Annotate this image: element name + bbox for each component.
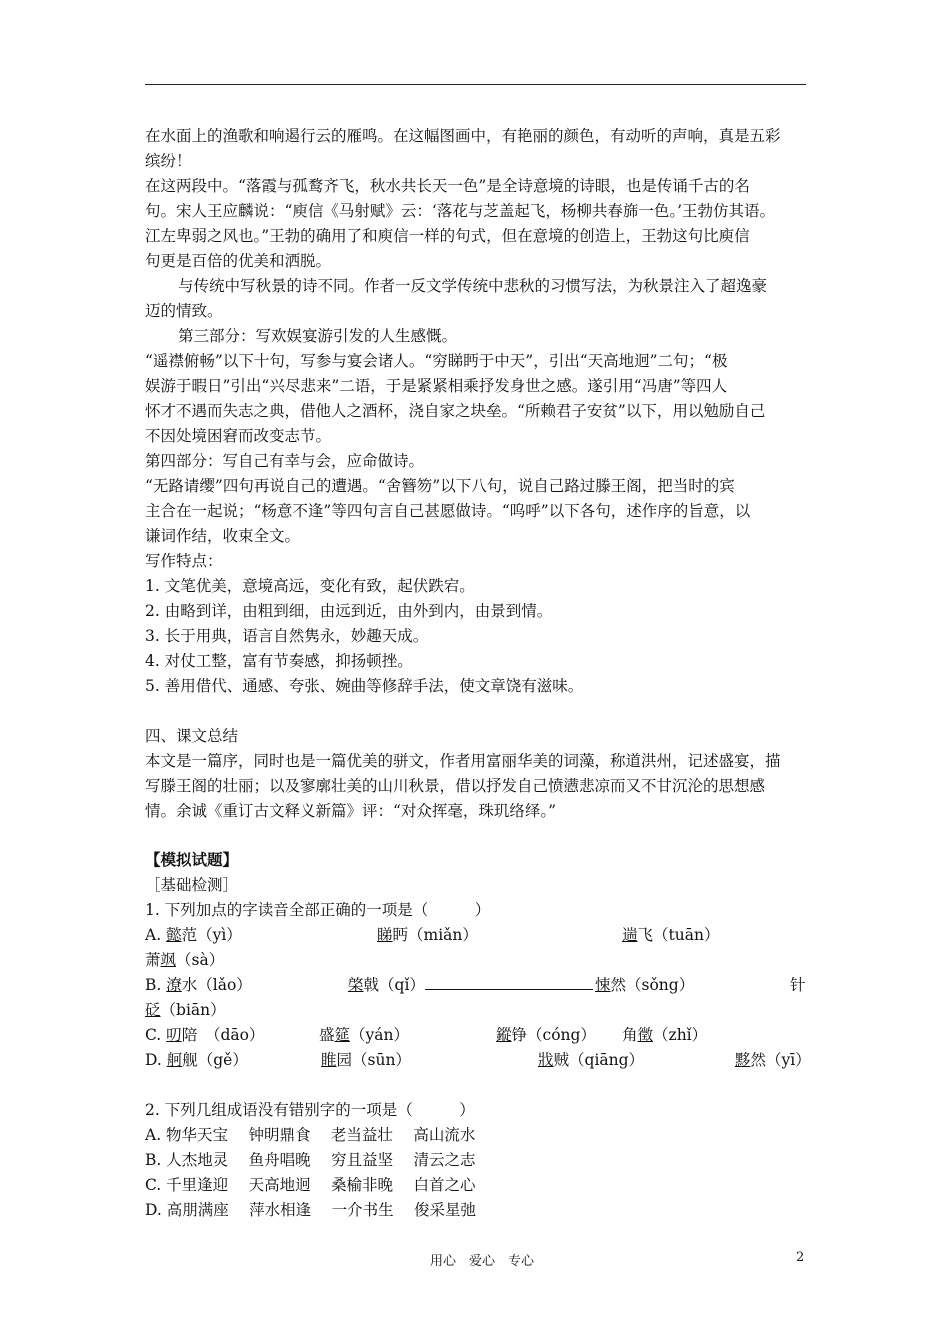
text-line: 不因处境困窘而改变志节。 bbox=[145, 427, 332, 445]
text-line: “遥襟俯畅”以下十句，写参与宴会诸人。“穷睇眄于中天”，引出“天高地迥”二句；“极 bbox=[145, 352, 728, 370]
text-line: 写作特点： bbox=[145, 552, 223, 570]
text-line: 在水面上的渔歌和响遏行云的雁鸣。在这幅图画中，有艳丽的颜色，有动听的声响，真是五彩 bbox=[145, 127, 781, 145]
dotted-char: 叨 bbox=[166, 1026, 182, 1044]
text-line: “无路请缨”四句再说自己的遭遇。“舍簪笏”以下八句，说自己路过滕王阁，把当时的宾 bbox=[145, 477, 735, 495]
header-rule bbox=[145, 84, 806, 85]
text-line: 怀才不遇而失志之典，借他人之酒杯，浇自家之块垒。“所赖君子安贫”以下，用以勉励自己 bbox=[145, 402, 766, 420]
dotted-char: 黟 bbox=[735, 1051, 751, 1069]
option-c: C. 千里逢迎 天高地迥 桑榆非晚 白首之心 bbox=[145, 1176, 476, 1194]
text-line: 缤纷！ bbox=[145, 152, 192, 170]
dotted-char: 筵 bbox=[334, 1026, 351, 1044]
option-a: A. 物华天宝 钟明鼎食 老当益壮 高山流水 bbox=[145, 1126, 476, 1144]
dotted-char: 懿 bbox=[166, 926, 182, 944]
option-b: B. 人杰地灵 鱼舟唱晚 穷且益坚 清云之志 bbox=[145, 1151, 476, 1169]
text-line: 与传统中写秋景的诗不同。作者一反文学传统中悲秋的习惯写法，为秋景注入了超逸豪 bbox=[178, 277, 768, 295]
dotted-char: 睢 bbox=[321, 1051, 337, 1069]
text-line: 江左卑弱之风也。”王勃的确用了和庾信一样的句式，但在意境的创造上，王勃这句比庾信 bbox=[145, 227, 750, 245]
dotted-char: 飒 bbox=[160, 951, 177, 969]
text-line: 主合在一起说；“杨意不逢”等四句言自己甚愿做诗。“呜呼”以下各句，述作序的旨意，以 bbox=[145, 502, 751, 520]
text-line: 迈的情致。 bbox=[145, 302, 223, 320]
text-line: 本文是一篇序，同时也是一篇优美的骈文，作者用富丽华美的词藻，称道洪州，记述盛宴，描 bbox=[145, 752, 781, 770]
list-item: 4. 对仗工整，富有节奏感，抑扬顿挫。 bbox=[145, 652, 413, 670]
text-line: 句更是百倍的优美和洒脱。 bbox=[145, 252, 332, 270]
dotted-char: 舸 bbox=[166, 1051, 183, 1069]
dotted-char: 潦 bbox=[166, 976, 182, 994]
text-line: 谦词作结，收束全文。 bbox=[145, 527, 301, 545]
dotted-char: 棨 bbox=[348, 976, 364, 994]
list-item: 5. 善用借代、通感、夸张、婉曲等修辞手法，使文章饶有滋味。 bbox=[145, 677, 584, 695]
footer-motto: 用心 爱心 专心 bbox=[430, 1254, 535, 1269]
text-line: 写滕王阁的壮丽；以及寥廓壮美的山川秋景，借以抒发自己愤懑悲凉而又不甘沉沦的思想感 bbox=[145, 777, 766, 795]
option-d: D. 高朋满座 萍水相逢 一介书生 俊采星弛 bbox=[145, 1201, 477, 1219]
dotted-char: 鏦 bbox=[496, 1026, 512, 1044]
section-heading: 四、课文总结 bbox=[145, 727, 239, 745]
text-line: 句。宋人王应麟说：“庾信《马射赋》云：‘落花与芝盖起飞，杨柳共春旆一色。’王勃仿其语。 bbox=[145, 202, 776, 220]
dotted-char: 徵 bbox=[637, 1026, 654, 1044]
page-number: 2 bbox=[796, 1250, 805, 1265]
text-line: 情。余诚《重订古文释义新篇》评：“对众挥毫，珠玑络绎。” bbox=[145, 802, 557, 820]
list-item: 3. 长于用典，语言自然隽永，妙趣天成。 bbox=[145, 627, 429, 645]
subsection-heading: ［基础检测］ bbox=[145, 876, 239, 894]
dotted-char: 砭 bbox=[145, 1001, 161, 1019]
text-line: 娱游于暇日”引出“兴尽悲来”二语，于是紧紧相乘抒发身世之感。遂引用“冯唐”等四人 bbox=[145, 377, 728, 395]
dotted-char: 睇 bbox=[377, 926, 393, 944]
dotted-char: 戕 bbox=[538, 1051, 554, 1069]
list-item: 2. 由略到详，由粗到细，由远到近，由外到内，由景到情。 bbox=[145, 602, 553, 620]
question-1: 1. 下列加点的字读音全部正确的一项是（ ） bbox=[145, 901, 491, 919]
text-line: 第四部分：写自己有幸与会，应命做诗。 bbox=[145, 452, 425, 470]
text-line: 第三部分：写欢娱宴游引发的人生感慨。 bbox=[178, 327, 458, 345]
section-heading: 【模拟试题】 bbox=[145, 850, 239, 869]
list-item: 1. 文笔优美，意境高远，变化有致，起伏跌宕。 bbox=[145, 577, 475, 595]
blank-line bbox=[425, 975, 593, 990]
dotted-char: 悚 bbox=[595, 976, 611, 994]
dotted-char: 遄 bbox=[622, 926, 638, 944]
question-2-prompt: 2. 下列几组成语没有错别字的一项是（ ） bbox=[145, 1101, 475, 1119]
text-line: 在这两段中。“落霞与孤鹜齐飞，秋水共长天一色”是全诗意境的诗眼，也是传诵千古的名 bbox=[145, 177, 750, 195]
